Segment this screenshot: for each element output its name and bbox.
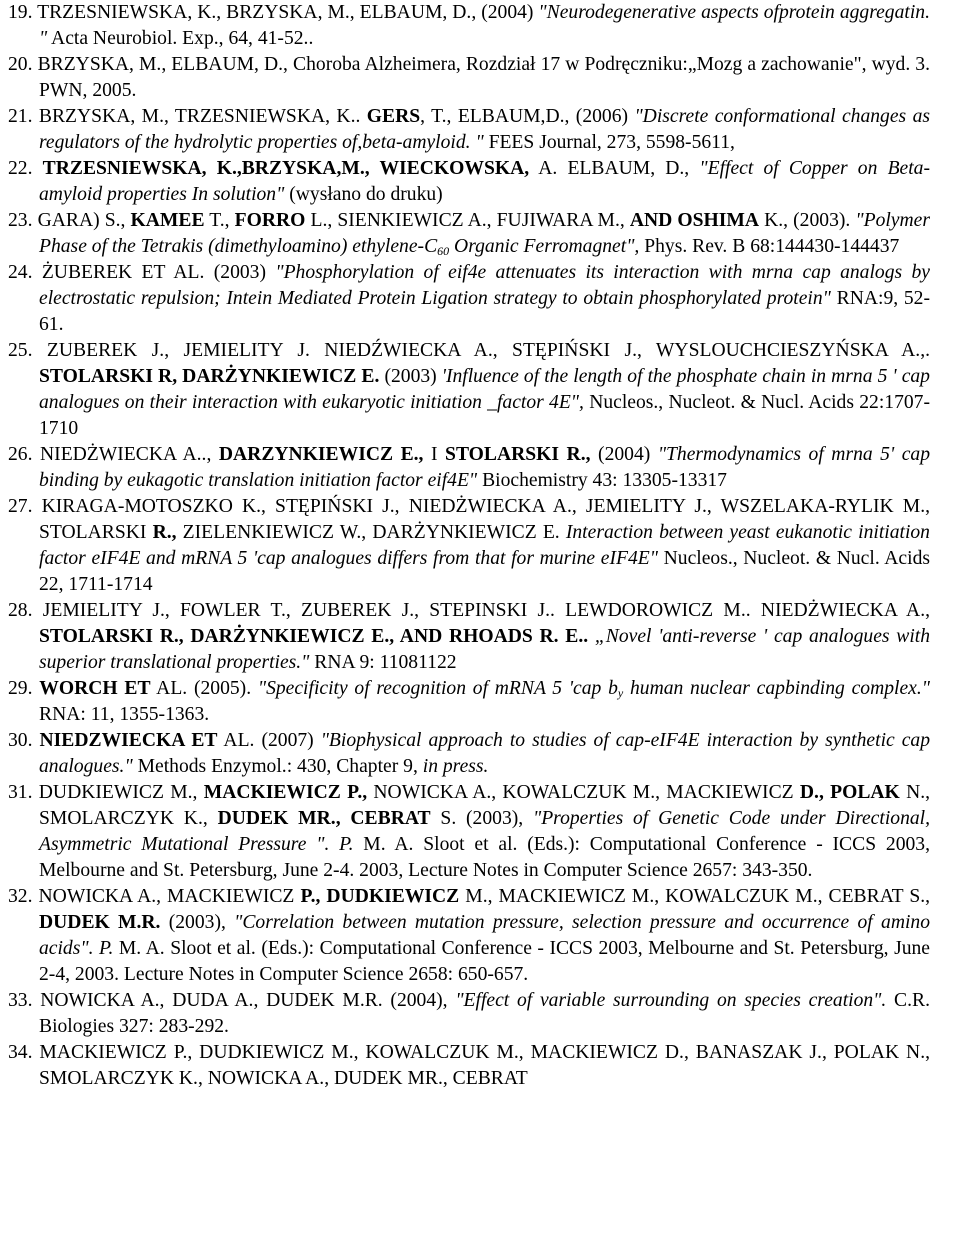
reference-text-segment: human nuclear capbinding complex."	[623, 678, 930, 699]
reference-text-segment: STOLARSKI R.,	[445, 444, 591, 465]
reference-text-segment: WORCH ET	[39, 678, 151, 699]
reference-text-segment: 60	[437, 244, 450, 258]
reference-text-segment: "Effect of variable surrounding on species creation".	[455, 990, 887, 1011]
reference-34	[8, 1040, 930, 1092]
reference-21	[8, 104, 930, 156]
reference-text-segment: DUDEK M.R.	[39, 912, 161, 933]
reference-text-segment: MACKIEWICZ P.,	[203, 782, 368, 803]
reference-text-segment: DARZYNKIEWICZ E.,	[218, 444, 424, 465]
reference-text-segment: N., SMOLARCZYK K.,	[39, 782, 931, 829]
reference-text-segment: Methods Enzymol.: 430, Chapter 9,	[132, 756, 423, 777]
reference-text-segment: 21. BRZYSKA, M., TRZESNIEWSKA, K..	[8, 106, 367, 127]
reference-text-segment: "Neurodegenerative aspects ofprotein aggregatin. "	[39, 2, 930, 49]
reference-text-segment: S. (2003),	[430, 808, 533, 829]
reference-text-segment: M., MACKIEWICZ M., KOWALCZUK M., CEBRAT S.,	[459, 886, 931, 907]
reference-text-segment: "Properties of Genetic Code under Directional, Asymmetric Mutational Pressure ". P.	[39, 808, 931, 855]
reference-text-segment: 'Influence of the length of the phosphate chain in mrna 5 ' cap analogues on their interaction with eukaryotic initiation _factor 4E",	[39, 366, 930, 413]
reference-text-segment: NOWICKA A., KOWALCZUK M., MACKIEWICZ	[367, 782, 800, 803]
reference-text-segment: Nucleos., Nucleot. & Nucl. Acids 22, 1711-1714	[39, 548, 930, 595]
reference-text-segment: 30.	[8, 730, 40, 751]
reference-text-segment: FEES Journal, 273, 5598-5611,	[483, 132, 735, 153]
reference-text-segment: TRZESNIEWSKA, K.,BRZYSKA,M., WIECKOWSKA,	[42, 158, 530, 179]
reference-text-segment: AL. (2005).	[150, 678, 258, 699]
reference-text-segment: 23. GARA) S.,	[8, 210, 131, 231]
reference-text-segment: 20. BRZYSKA, M., ELBAUM, D., Choroba Alzheimera, Rozdział 17 w Podręczniku:„Mozg a zachowanie", wyd. 3. PWN, 2005.	[8, 54, 930, 101]
reference-text-segment: A. ELBAUM, D.,	[529, 158, 700, 179]
reference-text-segment: KAMEE	[130, 210, 205, 231]
reference-text-segment: T.,	[204, 210, 235, 231]
reference-29	[8, 676, 930, 728]
reference-22	[8, 156, 930, 208]
reference-text-segment: Phys. Rev. B 68:144430-144437	[639, 236, 900, 257]
reference-23	[8, 208, 930, 260]
reference-text-segment: (wysłano do druku)	[284, 184, 443, 205]
reference-28	[8, 598, 930, 676]
reference-text-segment: "Effect of Copper on Beta-amyloid properties In solution"	[39, 158, 930, 205]
reference-text-segment: , T., ELBAUM,D., (2006)	[420, 106, 635, 127]
reference-text-segment: 33. NOWICKA A., DUDA A., DUDEK M.R. (2004),	[8, 990, 456, 1011]
reference-text-segment: STOLARSKI R, DARŻYNKIEWICZ E.	[39, 366, 380, 387]
reference-text-segment: Nucleos., Nucleot. & Nucl. Acids 22:1707-1710	[39, 392, 930, 439]
reference-text-segment: 29.	[8, 678, 40, 699]
reference-text-segment: R.,	[152, 522, 177, 543]
reference-text-segment: L., SIENKIEWICZ A., FUJIWARA M.,	[305, 210, 630, 231]
reference-text-segment: (2004)	[590, 444, 658, 465]
reference-20	[8, 52, 930, 104]
reference-text-segment: (2003),	[160, 912, 235, 933]
reference-text-segment: Biochemistry 43: 13305-13317	[477, 470, 727, 491]
reference-text-segment: FORRO	[234, 210, 306, 231]
reference-text-segment: "Correlation between mutation pressure, selection pressure and occurrence of amino acids". P.	[39, 912, 931, 959]
reference-19	[8, 0, 930, 52]
reference-text-segment: RNA: 11, 1355-1363.	[39, 704, 210, 725]
reference-text-segment: STOLARSKI R., DARŻYNKIEWICZ E., AND RHOADS R. E..	[39, 626, 589, 647]
reference-text-segment: Organic Ferromagnet",	[449, 236, 640, 257]
reference-text-segment: "Thermodynamics of mrna 5' cap binding by eukagotic translation initiation factor eif4E"	[39, 444, 930, 491]
reference-text-segment: P., DUDKIEWICZ	[300, 886, 460, 907]
reference-text-segment: M. A. Sloot et al. (Eds.): Computational Conference - ICCS 2003, Melbourne and St. Petersburg, June 2-4, 2003. Lecture Notes in Computer Science 2658: 650-657.	[39, 938, 930, 985]
reference-26	[8, 442, 930, 494]
reference-text-segment: GERS	[366, 106, 421, 127]
reference-text-segment: 22.	[8, 158, 43, 179]
reference-text-segment: 26. NIEDŻWIECKA A..,	[8, 444, 219, 465]
reference-text-segment: "Biophysical approach to studies of cap-eIF4E interaction by synthetic cap analogues."	[39, 730, 931, 777]
reference-text-segment: y	[617, 686, 624, 700]
reference-text-segment: AND OSHIMA	[629, 210, 760, 231]
reference-text-segment: 31. DUDKIEWICZ M.,	[8, 782, 204, 803]
reference-text-segment: "Phosphorylation of eif4e attenuates its interaction with mrna cap analogs by electrostatic repulsion; Intein Mediated Protein Ligation strategy to obtain phosphorylated protein"	[39, 262, 930, 309]
reference-text-segment: 34. MACKIEWICZ P., DUDKIEWICZ M., KOWALCZUK M., MACKIEWICZ D., BANASZAK J., POLAK N., SMOLARCZYK K., NOWICKA A., DUDEK MR., CEBRAT	[8, 1042, 930, 1089]
reference-text-segment: 27. KIRAGA-MOTOSZKO K., STĘPIŃSKI J., NIEDŻWIECKA A., JEMIELITY J., WSZELAKA-RYLIK M., STOLARSKI	[8, 496, 930, 543]
reference-text-segment: 24. ŻUBEREK ET AL. (2003)	[8, 262, 276, 283]
reference-text-segment: RNA 9: 11081122	[309, 652, 457, 673]
reference-text-segment: 28. JEMIELITY J., FOWLER T., ZUBEREK J., STEPINSKI J.. LEWDOROWICZ M.. NIEDŻWIECKA A.,	[8, 600, 930, 621]
reference-text-segment: Acta Neurobiol. Exp., 64, 41-52..	[47, 28, 314, 49]
reference-text-segment: AL. (2007)	[217, 730, 321, 751]
reference-32	[8, 884, 930, 988]
reference-text-segment: "Polymer Phase of the Tetrakis (dimethyloamino) ethylene-C	[39, 210, 930, 257]
reference-25	[8, 338, 930, 442]
reference-text-segment: in press.	[422, 756, 489, 777]
reference-30	[8, 728, 930, 780]
reference-27	[8, 494, 930, 598]
reference-text-segment: D., POLAK	[799, 782, 900, 803]
reference-text-segment: 25. ZUBEREK J., JEMIELITY J. NIEDŹWIECKA A., STĘPIŃSKI J., WYSLOUCHCIESZYŃSKA A.,.	[8, 340, 930, 361]
reference-24	[8, 260, 930, 338]
reference-text-segment: "Discrete conformational changes as regulators of the hydrolytic properties of,beta-amyloid. "	[39, 106, 930, 153]
reference-text-segment: K., (2003).	[759, 210, 856, 231]
reference-text-segment: 19. TRZESNIEWSKA, K., BRZYSKA, M., ELBAUM, D., (2004)	[8, 2, 539, 23]
reference-text-segment: ZIELENKIEWICZ W., DARŻYNKIEWICZ E.	[176, 522, 566, 543]
reference-text-segment: RNA:9, 52-61.	[39, 288, 930, 335]
reference-text-segment: I	[423, 444, 446, 465]
reference-text-segment: "Specificity of recognition of mRNA 5 'cap b	[257, 678, 618, 699]
reference-text-segment: „Novel 'anti-reverse ' cap analogues with superior translational properties."	[39, 626, 930, 673]
reference-text-segment: 32. NOWICKA A., MACKIEWICZ	[8, 886, 301, 907]
reference-text-segment: (2003)	[379, 366, 442, 387]
reference-31	[8, 780, 930, 884]
reference-text-segment: Interaction between yeast eukanotic initiation factor eIF4E and mRNA 5 'cap analogues differs from that for murine eIF4E"	[39, 522, 930, 569]
reference-text-segment: DUDEK MR., CEBRAT	[217, 808, 431, 829]
reference-33	[8, 988, 930, 1040]
reference-text-segment: M. A. Sloot et al. (Eds.): Computational Conference - ICCS 2003, Melbourne and St. Petersburg, June 2-4. 2003, Lecture Notes in Computer Science 2657: 343-350.	[39, 834, 930, 881]
reference-text-segment: NIEDZWIECKA ET	[39, 730, 218, 751]
reference-text-segment: C.R. Biologies 327: 283-292.	[39, 990, 930, 1037]
